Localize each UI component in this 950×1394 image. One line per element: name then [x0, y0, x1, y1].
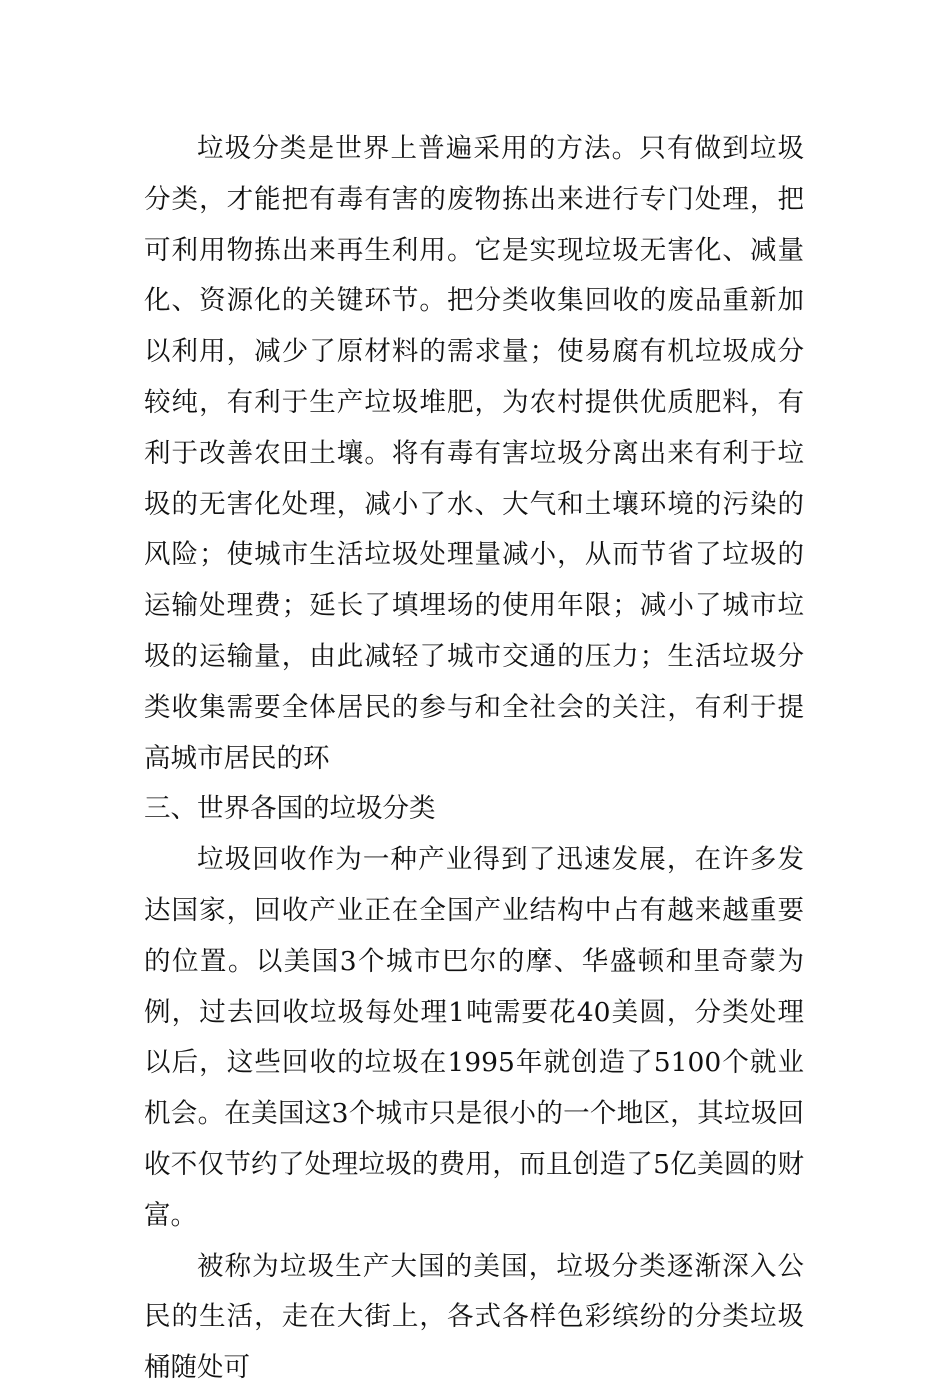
paragraph-usa-sorting: 被称为垃圾生产大国的美国，垃圾分类逐渐深入公民的生活，走在大街上，各式各样色彩缤纷的分类垃圾桶随处可	[144, 1250, 804, 1384]
paragraph-benefits: 垃圾分类是世界上普遍采用的方法。只有做到垃圾分类，才能把有毒有害的废物拣出来进行专门处理，把可利用物拣出来再生利用。它是实现垃圾无害化、减量化、资源化的关键环节。把分类收集回收的废品重新加以利用，减少了原材料的需求量；使易腐有机垃圾成分较纯，有利于生产垃圾堆肥，为农村提供优质肥料，有利于改善农田土壤。将有毒有害垃圾分离出来有利于垃圾的无害化处理，减小了水、大气和土壤环境的污染的风险；使城市生活垃圾处理量减小，从而节省了垃圾的运输处理费；延长了填埋场的使用年限；减小了城市垃圾的运输量，由此减轻了城市交通的压力；生活垃圾分类收集需要全体居民的参与和全社会的关注，有利于提高城市居民的环	[144, 133, 804, 774]
document-body	[144, 124, 804, 1394]
section-heading: 三、世界各国的垃圾分类	[144, 793, 436, 825]
paragraph-recycling-industry: 垃圾回收作为一种产业得到了迅速发展，在许多发达国家，回收产业正在全国产业结构中占有越来越重要的位置。以美国3个城市巴尔的摩、华盛顿和里奇蒙为例，过去回收垃圾每处理1吨需要花40美圆，分类处理以后，这些回收的垃圾在1995年就创造了5100个就业机会。在美国这3个城市只是很小的一个地区，其垃圾回收不仅节约了处理垃圾的费用，而且创造了5亿美圆的财富。	[144, 844, 804, 1231]
